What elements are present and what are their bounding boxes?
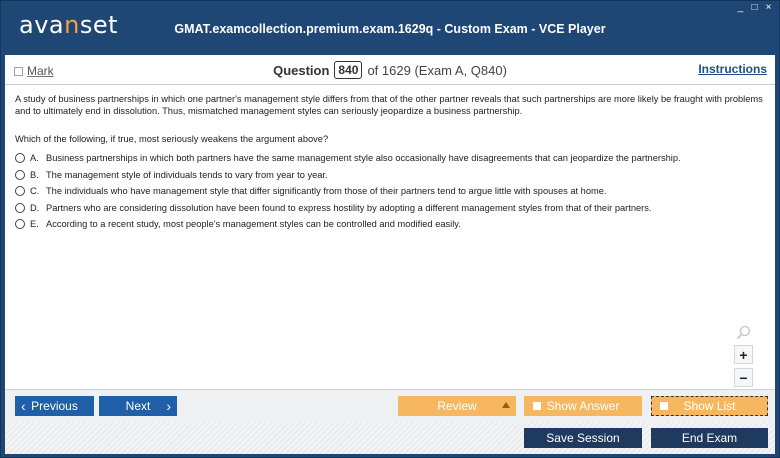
- magnifier-icon: [736, 325, 752, 341]
- answer-option-d[interactable]: [15, 202, 765, 214]
- zoom-in-button[interactable]: +: [734, 345, 753, 364]
- radio-button[interactable]: [15, 186, 25, 196]
- option-text: According to a recent study, most people's management styles can be controlled and modified easily.: [46, 219, 461, 229]
- answer-option-b[interactable]: [15, 169, 765, 181]
- option-letter: E.: [30, 219, 39, 229]
- zoom-tools: [734, 325, 753, 387]
- review-button[interactable]: [398, 396, 516, 416]
- avanset-logo: avanset: [19, 11, 119, 39]
- instructions-link[interactable]: Instructions: [698, 62, 767, 76]
- caret-up-icon[interactable]: [502, 402, 510, 408]
- option-letter: B.: [30, 169, 39, 180]
- question-body: [15, 93, 765, 235]
- review-label: Review: [437, 399, 477, 413]
- option-letter: D.: [30, 202, 40, 213]
- next-button[interactable]: [99, 396, 177, 416]
- question-number-input[interactable]: 840: [334, 61, 362, 79]
- end-exam-label: End Exam: [681, 431, 738, 445]
- option-text: The management style of individuals tends to vary from year to year.: [46, 169, 328, 180]
- minimize-icon[interactable]: _: [737, 2, 744, 13]
- answer-option-c[interactable]: [15, 185, 765, 197]
- option-letter: C.: [30, 186, 40, 196]
- checkbox-icon[interactable]: [533, 402, 541, 410]
- checkbox-icon[interactable]: [660, 402, 668, 410]
- answer-option-e[interactable]: [15, 218, 765, 230]
- previous-label: Previous: [31, 399, 78, 413]
- show-list-button[interactable]: [651, 396, 768, 416]
- show-list-label: Show List: [683, 399, 736, 413]
- mark-label[interactable]: Mark: [27, 64, 54, 78]
- window-controls: [736, 3, 773, 13]
- radio-button[interactable]: [15, 203, 25, 213]
- option-text: Partners who are considering dissolution have been found to express hostility by adopting a different management styles from that of their partners.: [46, 202, 652, 213]
- option-text: The individuals who have management style that differ significantly from those of their partners tend to argue little with spouses at home.: [46, 186, 607, 196]
- question-header: [5, 55, 775, 85]
- close-icon[interactable]: ×: [765, 2, 772, 13]
- option-text: Business partnerships in which both partners have the same management style also occasionally have disagreements that can jeopardize the partnership.: [46, 153, 681, 163]
- footer-toolbar: [5, 389, 775, 453]
- radio-button[interactable]: [15, 170, 25, 180]
- save-session-button[interactable]: [524, 428, 642, 448]
- radio-button[interactable]: [15, 219, 25, 229]
- question-stem: Which of the following, if true, most seriously weakens the argument above?: [15, 134, 329, 144]
- radio-button[interactable]: [15, 153, 25, 163]
- save-session-label: Save Session: [546, 431, 620, 445]
- previous-button[interactable]: [15, 396, 94, 416]
- question-panel: [5, 55, 775, 389]
- question-total: of 1629 (Exam A, Q840): [367, 62, 507, 78]
- question-passage: A study of business partnerships in which one partner's management style differs from that of the other partner reveals that such partnerships are more likely be fraught with problems and to ultimately end in dissolution. Thus, mismatched management styles can seriously jeopardize a business partnership.: [15, 94, 763, 116]
- window-title: GMAT.examcollection.premium.exam.1629q - Custom Exam - VCE Player: [174, 22, 606, 36]
- option-letter: A.: [30, 153, 39, 163]
- chevron-right-icon: ›: [166, 398, 171, 414]
- next-label: Next: [125, 399, 151, 413]
- maximize-icon[interactable]: □: [751, 2, 758, 13]
- chevron-left-icon: ‹: [21, 398, 26, 414]
- answer-option-a[interactable]: [15, 152, 765, 164]
- question-word: Question: [273, 62, 330, 78]
- end-exam-button[interactable]: [651, 428, 768, 448]
- title-bar: [1, 1, 779, 55]
- zoom-out-button[interactable]: −: [734, 368, 753, 387]
- show-answer-label: Show Answer: [546, 399, 620, 413]
- show-answer-button[interactable]: [524, 396, 642, 416]
- question-number-indicator: [5, 61, 775, 79]
